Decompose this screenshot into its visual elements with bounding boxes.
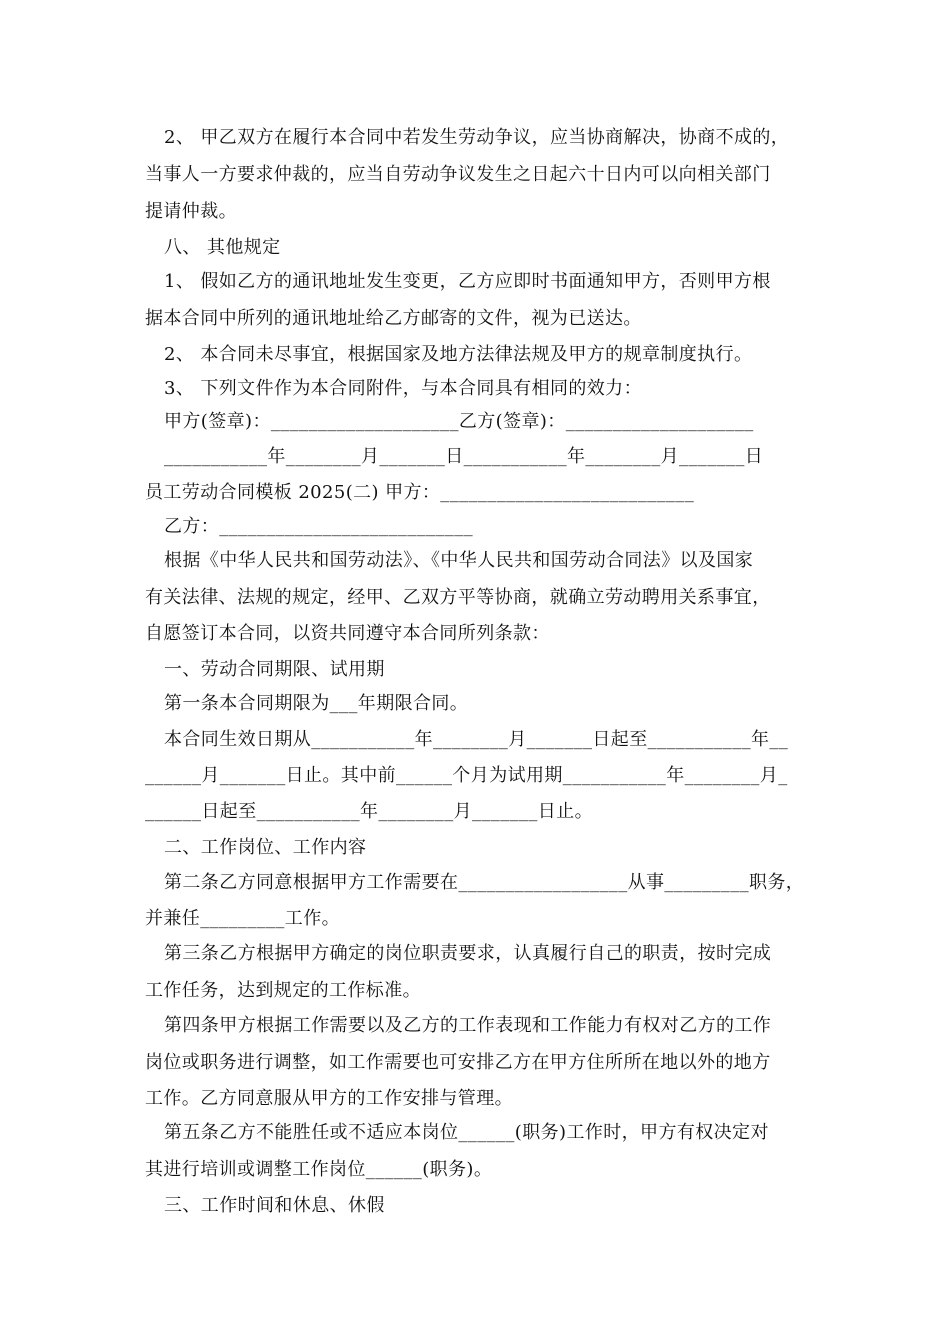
text-line: 第一条本合同期限为___年期限合同。 [164, 693, 469, 714]
text-line: 第三条乙方根据甲方确定的岗位职责要求，认真履行自己的职责，按时完成 [164, 943, 772, 964]
text-line: 当事人一方要求仲裁的，应当自劳动争议发生之日起六十日内可以向相关部门 [145, 164, 771, 185]
text-line: 第二条乙方同意根据甲方工作需要在__________________从事_________职务， [164, 872, 805, 893]
text-line: 岗位或职务进行调整，如工作需要也可安排乙方在甲方住所所在地以外的地方 [145, 1052, 771, 1073]
text-line: 1、 假如乙方的通讯地址发生变更，乙方应即时书面通知甲方，否则甲方根 [164, 271, 771, 292]
document-title-line: 员工劳动合同模板 2025(二) 甲方：___________________________ [145, 482, 695, 503]
text-line: 提请仲裁。 [145, 201, 237, 222]
text-line: 其进行培训或调整工作岗位______(职务)。 [145, 1159, 493, 1180]
section-heading: 二、工作岗位、工作内容 [164, 837, 367, 858]
text-line: 有关法律、法规的规定，经甲、乙双方平等协商，就确立劳动聘用关系事宜， [145, 587, 771, 608]
date-line: ___________年________月_______日___________年________月_______日 [164, 446, 764, 467]
text-line: 第五条乙方不能胜任或不适应本岗位______(职务)工作时，甲方有权决定对 [164, 1122, 769, 1143]
text-line: 2、 本合同未尽事宜，根据国家及地方法律法规及甲方的规章制度执行。 [164, 344, 753, 365]
text-line: 3、 下列文件作为本合同附件，与本合同具有相同的效力： [164, 378, 642, 399]
text-line: 工作任务，达到规定的工作标准。 [145, 980, 421, 1001]
text-line: 第四条甲方根据工作需要以及乙方的工作表现和工作能力有权对乙方的工作 [164, 1015, 772, 1036]
text-line: 自愿签订本合同，以资共同遵守本合同所列条款： [145, 623, 550, 644]
party-b-line: 乙方：___________________________ [164, 516, 473, 537]
text-line: 据本合同中所列的通讯地址给乙方邮寄的文件，视为已送达。 [145, 308, 642, 329]
section-heading: 一、劳动合同期限、试用期 [164, 659, 385, 680]
signature-line: 甲方(签章)：____________________乙方(签章)：____________________ [164, 411, 754, 432]
text-line: 并兼任_________工作。 [145, 908, 340, 929]
text-line: 本合同生效日期从___________年________月_______日起至___________年__ [164, 729, 789, 750]
text-line: ______日起至___________年________月_______日止。 [145, 801, 593, 822]
text-line: 工作。乙方同意服从甲方的工作安排与管理。 [145, 1088, 513, 1109]
text-line: 2、 甲乙双方在履行本合同中若发生劳动争议，应当协商解决，协商不成的， [164, 127, 790, 148]
section-heading: 三、工作时间和休息、休假 [164, 1195, 385, 1216]
section-heading: 八、 其他规定 [164, 237, 281, 258]
text-line: ______月_______日止。其中前______个月为试用期___________年________月_ [145, 765, 788, 786]
text-line: 根据《中华人民共和国劳动法》、《中华人民共和国劳动合同法》以及国家 [164, 550, 754, 571]
